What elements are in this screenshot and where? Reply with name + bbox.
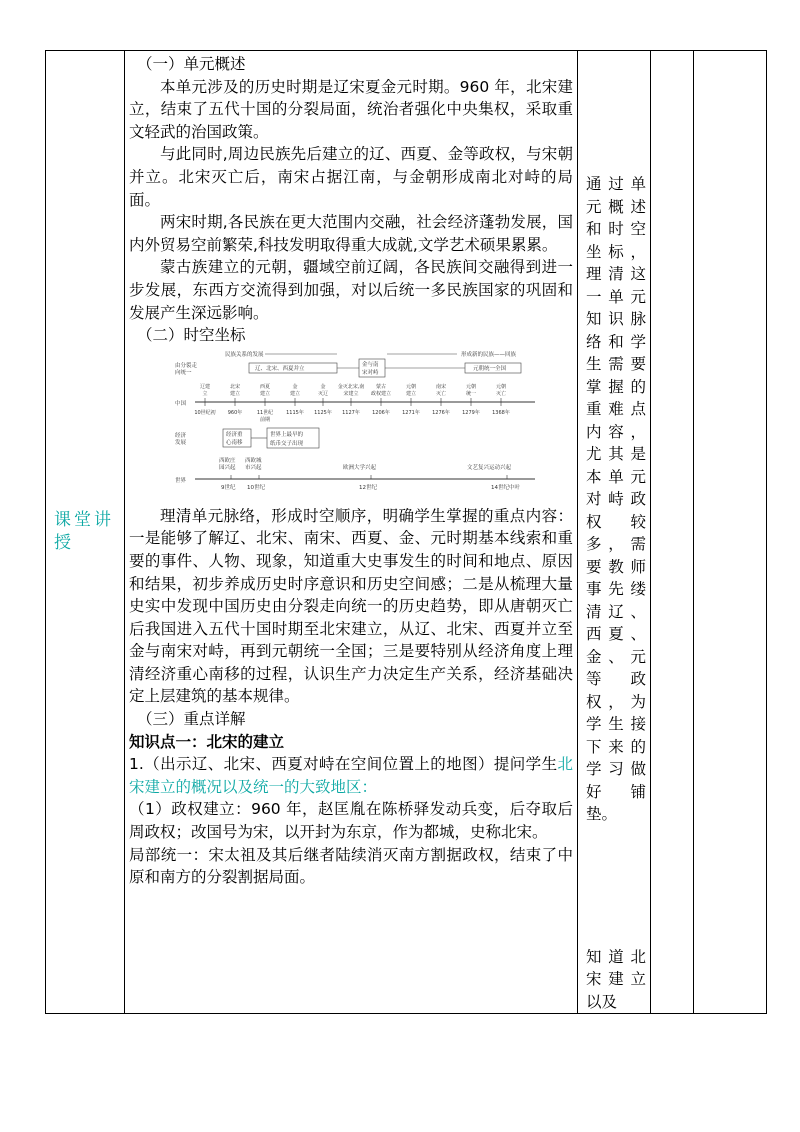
timeline-event-name: 灭辽 [317, 390, 329, 397]
timeline-event-name: 灭亡 [495, 390, 507, 397]
paragraph: 局部统一：宋太祖及其后继者陆续消灭南方割据政权，结束了中原和南方的分裂割据局面。 [129, 845, 573, 887]
tl-world-e1b: 园兴起 [219, 464, 236, 471]
lesson-table [45, 50, 767, 1014]
empty-cell [694, 51, 767, 1014]
timeline-svg [137, 349, 557, 501]
tl-china: 中国 [175, 400, 187, 407]
tl-top-right: 形成新的民族——回族 [461, 351, 517, 358]
paragraph: 蒙古族建立的元朝，疆域空前辽阔，各民族间交融得到进一步发展，东西方交流得到加强，对以后统一多民族国家的巩固和发展产生深远影响。 [129, 258, 573, 322]
section-title-timeline: （二）时空坐标 [137, 326, 246, 345]
row-label-cell [46, 51, 125, 1014]
question-prefix: 1.（出示辽、北宋、西夏对峙在空间位置上的地图）提问学生 [129, 755, 558, 774]
timeline-event-name: 元朝 [465, 383, 477, 390]
question-highlight: 北宋建立的概况以及统一的大致地区： [129, 755, 573, 796]
timeline-event-name: 金 [292, 383, 298, 390]
tl-world-d4: 14世纪中叶 [491, 484, 520, 491]
tl-econ-box-a: 经济重 [226, 431, 243, 438]
timeline-event-date: 11世纪 [256, 409, 274, 416]
empty-cell [651, 51, 694, 1014]
paragraph: 理清单元脉络，形成时空顺序，明确学生掌握的重点内容：一是能够了解辽、北宋、南宋、西夏、金、元时期基本线索和重要的事件、人物、现象，知道重大史事发生的时间和地点、原因和结果，初步养成历史时序意识和历史空间感；二是从梳理大量史实中发现中国历史由分裂走向统一的历史趋势，即从唐朝灭亡后我国进入五代十国时期至北宋建立，从辽、北宋、西夏并立至金与南宋对峙，再到元朝统一全国；三是要特别从经济角度上理清经济重心南移的过程，认识生产力决定生产关系，经济基础决定上层建筑的基本规律。 [129, 506, 573, 706]
timeline-event-date: 1115年 [286, 409, 304, 416]
timeline-event-name: 宋建立 [343, 390, 359, 397]
timeline-event-date: 1271年 [402, 409, 420, 416]
tl-econ-box2-b: 纸币交子出现 [270, 440, 304, 447]
timeline-event-name: 立 [202, 390, 208, 397]
timeline-event-name: 元朝 [405, 383, 417, 390]
section-title-overview: （一）单元概述 [137, 55, 246, 73]
tl-world-e1a: 西欧庄 [219, 457, 236, 464]
timeline-event-name: 建立 [229, 390, 241, 397]
knowledge-point-title: 知识点一：北宋的建立 [129, 732, 285, 751]
tl-world-d3: 12世纪 [359, 484, 377, 491]
timeline-figure [137, 349, 557, 501]
timeline-date-sub: 前期 [259, 416, 271, 423]
timeline-event-date: 1125年 [314, 409, 332, 416]
timeline-event-name: 建立 [405, 390, 417, 397]
side-note-2: 知道北宋建立以及 [586, 947, 646, 1011]
tl-box2a: 金与南 [362, 361, 379, 368]
timeline-event-date: 10世纪初 [194, 409, 216, 416]
tl-world-e2b: 市兴起 [245, 464, 262, 471]
timeline-event-name: 统一 [465, 390, 477, 397]
paragraph: 两宋时期,各民族在更大范围内交融，社会经济蓬勃发展，国内外贸易空前繁荣,科技发明取得重大成就,文学艺术硕果累累。 [129, 213, 573, 254]
timeline-event-name: 辽建 [199, 383, 211, 390]
timeline-event-name: 建立 [259, 390, 271, 397]
timeline-event-name: 政权建立 [370, 390, 392, 397]
timeline-event-date: 1276年 [432, 409, 450, 416]
timeline-event-name: 南宋 [435, 383, 447, 390]
tl-world-e2a: 西欧城 [245, 457, 262, 464]
timeline-event-date: 960年 [227, 409, 243, 416]
timeline-event-name: 北宋 [229, 383, 241, 390]
timeline-event-name: 灭亡 [435, 390, 447, 397]
tl-econ-box-b: 心南移 [226, 439, 243, 446]
tl-econ-label-b: 发展 [175, 439, 187, 446]
tl-row1-label-b: 向统一 [175, 369, 192, 376]
timeline-event-name: 蒙古 [375, 383, 387, 390]
paragraph: （1）政权建立：960 年，赵匡胤在陈桥驿发动兵变，后夺取后周政权；改国号为宋，以开封为东京，作为都城，史称北宋。 [129, 800, 573, 842]
paragraph: 本单元涉及的历史时期是辽宋夏金元时期。960 年，北宋建立，结束了五代十国的分裂局面，统治者强化中央集权，采取重文轻武的治国政策。 [129, 77, 573, 141]
timeline-event-name: 金灭北宋,南 [337, 383, 365, 390]
tl-box3: 元朝统一全国 [473, 365, 507, 372]
row-label: 课堂讲授 [54, 510, 114, 553]
side-note-cell [578, 51, 651, 1014]
tl-row1-label-a: 由分裂走 [175, 362, 198, 369]
timeline-event-name: 元朝 [495, 383, 507, 390]
side-note-1: 通过单元概述和时空坐标，理清这一单元知识脉络和学生需要掌握的重难点内容，尤其是本单元对峙政权较多，需要教师事先缕清辽、西夏、金、元等政权，为学生接下来的学习做好铺垫。 [586, 175, 646, 823]
tl-top-left: 民族关系的发展 [225, 351, 264, 358]
timeline-event-name: 建立 [289, 390, 301, 397]
timeline-event-date: 1206年 [372, 409, 390, 416]
tl-world-d1: 9世纪 [221, 484, 236, 491]
timeline-event-date: 1279年 [462, 409, 480, 416]
tl-world-e3: 欧洲大学兴起 [343, 464, 377, 471]
question-paragraph [129, 753, 573, 798]
tl-world: 世界 [175, 477, 187, 484]
timeline-event-name: 西夏 [259, 383, 271, 390]
timeline-events [194, 383, 510, 423]
paragraph: 与此同时,周边民族先后建立的辽、西夏、金等政权，与宋朝并立。北宋灭亡后，南宋占据江南，与金朝形成南北对峙的局面。 [129, 145, 573, 209]
tl-world-d2: 10世纪 [247, 484, 265, 491]
main-content-cell [125, 51, 578, 1014]
tl-econ-box2-a: 世界上最早的 [270, 431, 304, 438]
tl-box1: 辽、北宋、西夏并立 [255, 365, 305, 372]
timeline-event-name: 金 [320, 383, 326, 390]
tl-box2b: 宋对峙 [362, 369, 379, 376]
timeline-event-date: 1127年 [342, 409, 360, 416]
tl-econ-label-a: 经济 [175, 432, 187, 439]
timeline-event-date: 1368年 [492, 409, 510, 416]
tl-world-e4: 文艺复兴运动兴起 [467, 464, 512, 471]
section-title-details: （三）重点详解 [137, 710, 246, 729]
